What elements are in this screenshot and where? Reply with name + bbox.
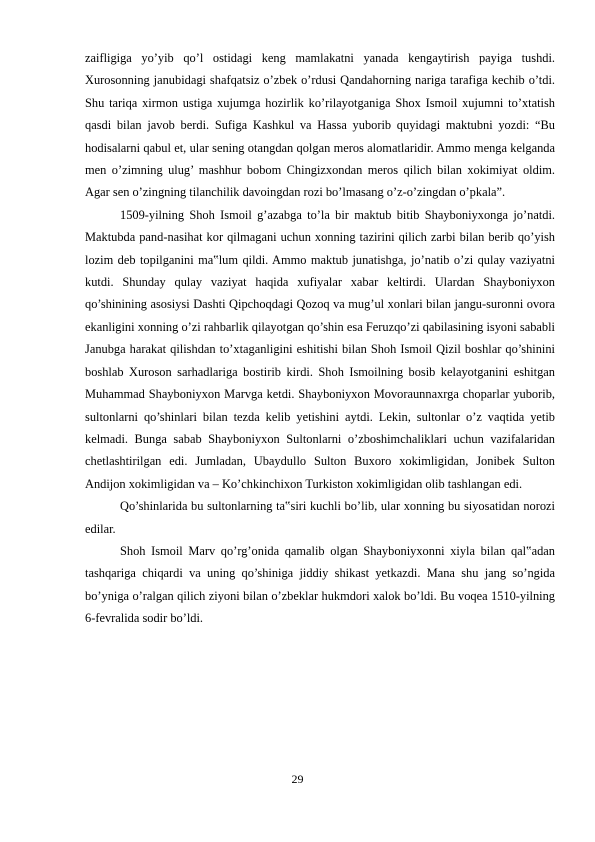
paragraph-2: 1509-yilning Shoh Ismoil g’azabga to’la bir maktub bitib Shayboniyxonga jo’natdi. Maktubda pand-nasihat kor qilmagani uchun xonning tazirini qilich zarbi bilan berib qo’yish lozim deb topilganini ma‟lum qildi. Ammo maktub junatishga, jo’natib o’zi qulay vaziyatni kutdi. Shunday qulay vaziyat haqida xufiyalar xabar keltirdi. Ulardan Shayboniyxon qo’shinining asosiysi Dashti Qipchoqdagi Qozoq va mug’ul xonlari bilan jangu-suronni ovora ekanligini xonning o’zi rahbarlik qilayotgan qo’shin esa Feruzqo’zi qabilasining isyoni sababli Janubga harakat qilishdan to’xtaganligini eshitishi bilan Shoh Ismoil Qizil boshlar qo’shinini boshlab Xuroson sarhadlariga bostirib kirdi. Shoh Ismoilning bosib kelayotganini eshitgan Muhammad Shayboniyxon Marvga ketdi. Shayboniyxon Movoraunnaxrga choparlar yuborib, sultonlarni qo’shinlari bilan tezda kelib yetishini aytdi. Lekin, sultonlar o’z vaqtida yetib kelmadi. Bunga sabab Shayboniyxon Sultonlarni o’zboshimchaliklari uchun vazifalaridan chetlashtirilgan edi. Jumladan, Ubaydullo Sulton Buxoro xokimligidan, Jonibek Sulton Andijon xokimligidan va – Ko’chkinchixon Turkiston xokimligidan olib tashlangan edi.: [85, 207, 555, 491]
page-number: 29: [291, 772, 304, 786]
body-text: [85, 47, 555, 630]
paragraph-3: Qo’shinlarida bu sultonlarning ta‟siri kuchli bo’lib, ular xonning bu siyosatidan norozi edilar.: [85, 499, 555, 536]
paragraph-1: zaifligiga yo’yib qo’l ostidagi keng mamlakatni yanada kengaytirish payiga tushdi. Xurosonning janubidagi shafqatsiz o’zbek o’rdusi Qandahorning nariga tarafiga kechib o’tdi. Shu tariqa xirmon ustiga xujumga hozirlik ko’rilayotganiga Shox Ismoil xujumni to’xtatish qasdi bilan javob berdi. Sufiga Kashkul va Hassa yuborib quyidagi maktubni yozdi: “Bu hodisalarni qabul et, ular sening otangdan qolgan meros alomatlaridir. Ammo menga kelganda men o’zimning ulug’ mashhur bobom Chingizxondan meros qilich bilan xokimiyat oldim. Agar sen o’zingning tilanchilik davoingdan rozi bo’lmasang o’z-o’zingdan o’pkala”.: [85, 51, 555, 200]
paragraph-4: Shoh Ismoil Marv qo’rg’onida qamalib olgan Shayboniyxonni xiyla bilan qal‟adan tashqariga chiqardi va uning qo’shiniga jiddiy shikast yetkazdi. Mana shu jang so’ngida bo’yniga o’ralgan qilich ziyoni bilan o’zbeklar hukmdori xalok bo’ldi. Bu voqea 1510-yilning 6-fevralida sodir bo’ldi.: [85, 543, 555, 626]
